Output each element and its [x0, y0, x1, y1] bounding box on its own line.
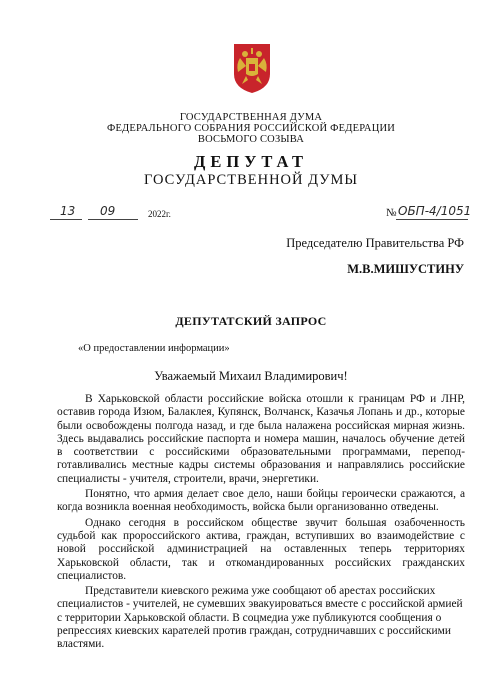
date-month-underline — [88, 219, 138, 220]
deputy-subtitle: ГОСУДАРСТВЕННОЙ ДУМЫ — [144, 172, 358, 188]
date-year: 2022г. — [148, 209, 171, 219]
document-number: ОБП-4/1051 — [398, 204, 472, 218]
recipient-position: Председателю Правительства РФ — [286, 236, 464, 250]
org-line-2: ФЕДЕРАЛЬНОГО СОБРАНИЯ РОССИЙСКОЙ ФЕДЕРАЦИИ — [106, 123, 396, 134]
paragraph: В Харьковской области российские войска отошли к границам РФ и ЛНР, оставив города Изюм, Балаклея, Купянск, Волчанск, Казачья Лопань и др., которые были освобождены полгода назад, и где была налажена российская мирная жизнь. Здесь выдавались российские паспорта и номера машин, началось обучение детей в соответствии с российскими образовательными программами, переподготавливались местные кадры системы образования и направлялись российские специалисты - учителя, строители, врачи, энергетики. — [57, 393, 465, 485]
recipient-name: М.В.МИШУСТИНУ — [347, 262, 464, 276]
date-month: 09 — [100, 204, 116, 218]
paragraph: Представители киевского режима уже сообщают об арестах российских специалистов - учителей, не сумевших эвакуироваться вместе с российской армией с территории Харьковской области. В соцмедиа уже публикуются сообщения о репрессиях киевских карателей против граждан, сотрудничавших с российскими властями. — [57, 585, 463, 651]
paragraph: Понятно, что армия делает свое дело, наши бойцы героически сражаются, а когда возникла военная необходимость, войска были организованно отведены. — [57, 488, 465, 514]
date-day: 13 — [60, 204, 76, 218]
date-day-underline — [50, 219, 82, 220]
paragraph: Однако сегодня в российском обществе звучит большая озабоченность судьбой как пророссийского актива, граждан, вступивших во взаимодействие с новой российской администрацией на оставленных теперь территориях Харьковской области, так и откомандированных российских гражданских специалистов. — [57, 516, 465, 582]
org-line-3: ВОСЬМОГО СОЗЫВА — [197, 134, 305, 145]
coat-of-arms-icon — [232, 42, 272, 94]
deputy-title: ДЕПУТАТ — [194, 152, 308, 171]
request-about: «О предоставлении информации» — [78, 343, 230, 354]
greeting: Уважаемый Михаил Владимирович! — [154, 369, 348, 383]
request-body — [57, 393, 465, 654]
org-line-1: ГОСУДАРСТВЕННАЯ ДУМА — [179, 112, 323, 123]
number-prefix: № — [386, 207, 397, 219]
request-title: ДЕПУТАТСКИЙ ЗАПРОС — [175, 314, 327, 328]
number-underline — [396, 219, 468, 220]
